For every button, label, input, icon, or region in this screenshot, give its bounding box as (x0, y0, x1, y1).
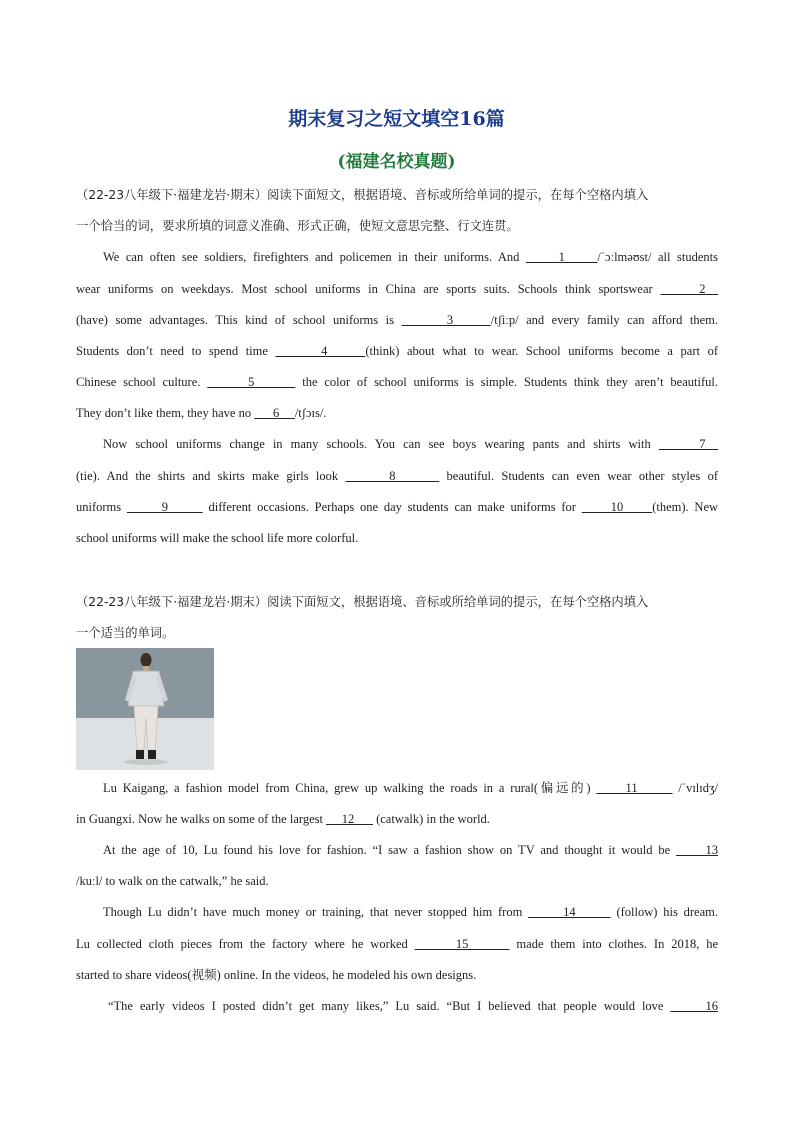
answer-blank-10[interactable]: 10 (581, 500, 653, 514)
answer-blank-2[interactable]: 2 (660, 282, 718, 296)
passage1-line: (have) some advantages. This kind of school uniforms is 3 /tʃiːp/ and every family can afford them. (76, 313, 718, 327)
passage1-line: Students don’t need to spend time 4 (think) about what to wear. School uniforms become a part of (76, 344, 718, 358)
answer-blank-5[interactable]: 5 (207, 375, 296, 389)
passage1-line: uniforms 9 different occasions. Perhaps one day students can make uniforms for 10 (them). New (76, 500, 718, 514)
answer-blank-7[interactable]: 7 (658, 437, 718, 451)
answer-blank-14[interactable]: 14 (528, 905, 611, 919)
passage1-line: Chinese school culture. 5 the color of school uniforms is simple. Students think they aren’t beautiful. (76, 375, 718, 389)
answer-blank-13[interactable]: 13 (676, 843, 718, 857)
model-figure-icon (76, 648, 214, 770)
answer-blank-16[interactable]: 16 (670, 999, 718, 1013)
answer-blank-9[interactable]: 9 (126, 500, 203, 514)
answer-blank-15[interactable]: 15 (414, 937, 510, 951)
passage2-line: started to share videos(视频) online. In the videos, he modeled his own designs. (76, 968, 477, 982)
answer-blank-12[interactable]: 12 (326, 812, 373, 826)
passage2-line: in Guangxi. Now he walks on some of the largest 12 (catwalk) in the world. (76, 812, 490, 826)
passage2-line: At the age of 10, Lu found his love for fashion. “I saw a fashion show on TV and thought it would be 13 (103, 843, 718, 857)
passage2-line: “The early videos I posted didn’t get many likes,” Lu said. “But I believed that people would love 16 (108, 999, 718, 1013)
answer-blank-3[interactable]: 3 (401, 313, 491, 327)
passage2-line: Lu Kaigang, a fashion model from China, grew up walking the roads in a rural(偏远的) 11 /ˈvɪlɪdʒ/ (103, 781, 718, 795)
passage1-line: wear uniforms on weekdays. Most school uniforms in China are sports suits. Schools think sportswear 2 (76, 282, 718, 296)
passage1-instruction-line-2: 一个恰当的词，要求所填的词意义准确、形式正确，使短文意思完整、行文连贯。 (76, 219, 519, 233)
fashion-model-photo (76, 648, 214, 770)
passage2-instruction-line-1: （22-23八年级下·福建龙岩·期末）阅读下面短文，根据语境、音标或所给单词的提示，在每个空格内填入 (76, 595, 649, 609)
passage1-line: school uniforms will make the school life more colorful. (76, 531, 359, 545)
passage1-line: They don’t like them, they have no 6 /tʃɔɪs/. (76, 406, 327, 420)
passage2-line: /kuːl/ to walk on the catwalk,” he said. (76, 874, 269, 888)
answer-blank-8[interactable]: 8 (345, 469, 440, 483)
passage1-line: We can often see soldiers, firefighters and policemen in their uniforms. And 1 /ˈɔːlməʊst/ all students (103, 250, 718, 264)
passage2-line: Though Lu didn’t have much money or training, that never stopped him from 14 (follow) his dream. (103, 905, 718, 919)
passage1-line: (tie). And the shirts and skirts make girls look 8 beautiful. Students can even wear other styles of (76, 469, 718, 483)
passage2-line: Lu collected cloth pieces from the factory where he worked 15 made them into clothes. In 2018, he (76, 937, 718, 951)
page-title: 期末复习之短文填空16篇 (288, 108, 505, 130)
answer-blank-4[interactable]: 4 (275, 344, 366, 358)
passage1-line: Now school uniforms change in many schools. You can see boys wearing pants and shirts with 7 (103, 437, 718, 451)
passage1-instruction-line-1: （22-23八年级下·福建龙岩·期末）阅读下面短文，根据语境、音标或所给单词的提示，在每个空格内填入 (76, 188, 649, 202)
passage2-instruction-line-2: 一个适当的单词。 (76, 626, 175, 640)
page-subtitle: (福建名校真题) (337, 152, 456, 172)
answer-blank-11[interactable]: 11 (596, 781, 673, 795)
answer-blank-1[interactable]: 1 (525, 250, 598, 264)
answer-blank-6[interactable]: 6 (254, 406, 295, 420)
